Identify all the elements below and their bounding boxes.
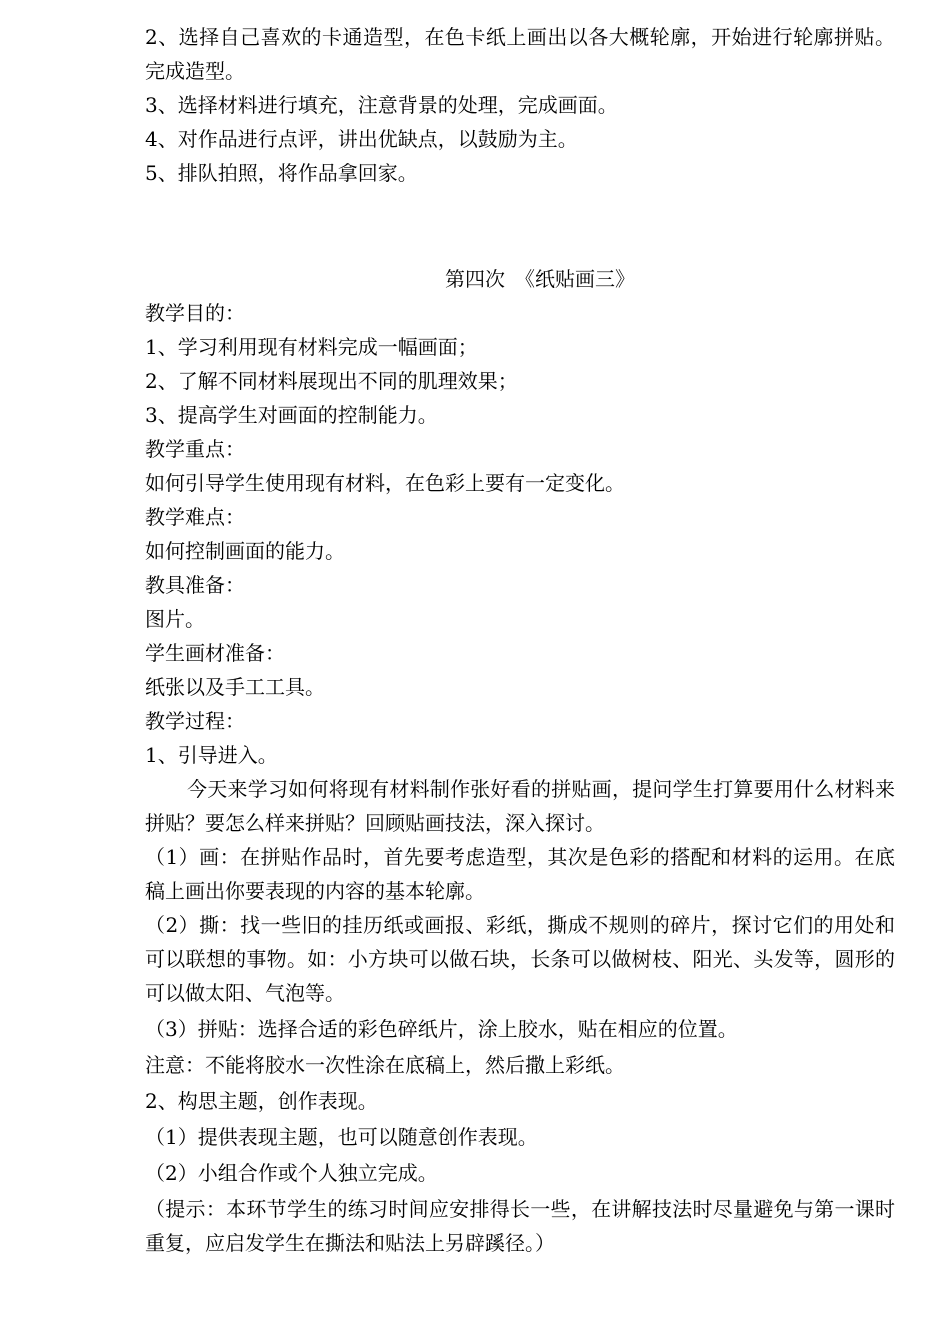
step1-note: 注意：不能将胶水一次性涂在底稿上，然后撒上彩纸。 [145,1053,625,1077]
aids-heading: 教具准备： [145,573,245,597]
step1-heading: 1、引导进入。 [145,743,278,767]
previous-step-4: 4、对作品进行点评，讲出优缺点，以鼓励为主。 [145,127,578,151]
process-heading: 教学过程： [145,709,245,733]
materials-text: 纸张以及手工工具。 [145,675,325,699]
difficulty-heading: 教学难点： [145,505,245,529]
lesson-title: 第四次 《纸贴画三》 [445,267,635,291]
previous-step-2: 2、选择自己喜欢的卡通造型，在色卡纸上画出以各大概轮廓，开始进行轮廓拼贴。完成造型。 [145,25,895,83]
step2-heading: 2、构思主题，创作表现。 [145,1089,378,1113]
key-points-heading: 教学重点： [145,437,245,461]
document-page [145,20,895,1260]
objective-2: 2、了解不同材料展现出不同的肌理效果； [145,369,518,393]
step1-tear: （2）撕：找一些旧的挂历纸或画报、彩纸，撕成不规则的碎片，探讨它们的用处和可以联想的事物。如：小方块可以做石块，长条可以做树枝、阳光、头发等，圆形的可以做太阳、气泡等。 [145,913,895,1005]
previous-step-3: 3、选择材料进行填充，注意背景的处理，完成画面。 [145,93,618,117]
previous-step-5: 5、排队拍照，将作品拿回家。 [145,161,418,185]
objective-1: 1、学习利用现有材料完成一幅画面； [145,335,478,359]
step2-item-2: （2）小组合作或个人独立完成。 [145,1161,438,1185]
teaching-tip: （提示：本环节学生的练习时间应安排得长一些，在讲解技法时尽量避免与第一课时重复，应启发学生在撕法和贴法上另辟蹊径。） [145,1197,895,1255]
key-points-text: 如何引导学生使用现有材料，在色彩上要有一定变化。 [145,471,625,495]
difficulty-text: 如何控制画面的能力。 [145,539,345,563]
step1-draw: （1）画：在拼贴作品时，首先要考虑造型，其次是色彩的搭配和材料的运用。在底稿上画出你要表现的内容的基本轮廓。 [145,845,895,903]
step1-paste: （3）拼贴：选择合适的彩色碎纸片，涂上胶水，贴在相应的位置。 [145,1017,738,1041]
objective-3: 3、提高学生对画面的控制能力。 [145,403,438,427]
step2-item-1: （1）提供表现主题，也可以随意创作表现。 [145,1125,538,1149]
step1-intro: 今天来学习如何将现有材料制作张好看的拼贴画，提问学生打算要用什么材料来拼贴？要怎么样来拼贴？回顾贴画技法，深入探讨。 [145,777,895,835]
objectives-heading: 教学目的： [145,301,245,325]
aids-text: 图片。 [145,607,205,631]
materials-heading: 学生画材准备： [145,641,285,665]
